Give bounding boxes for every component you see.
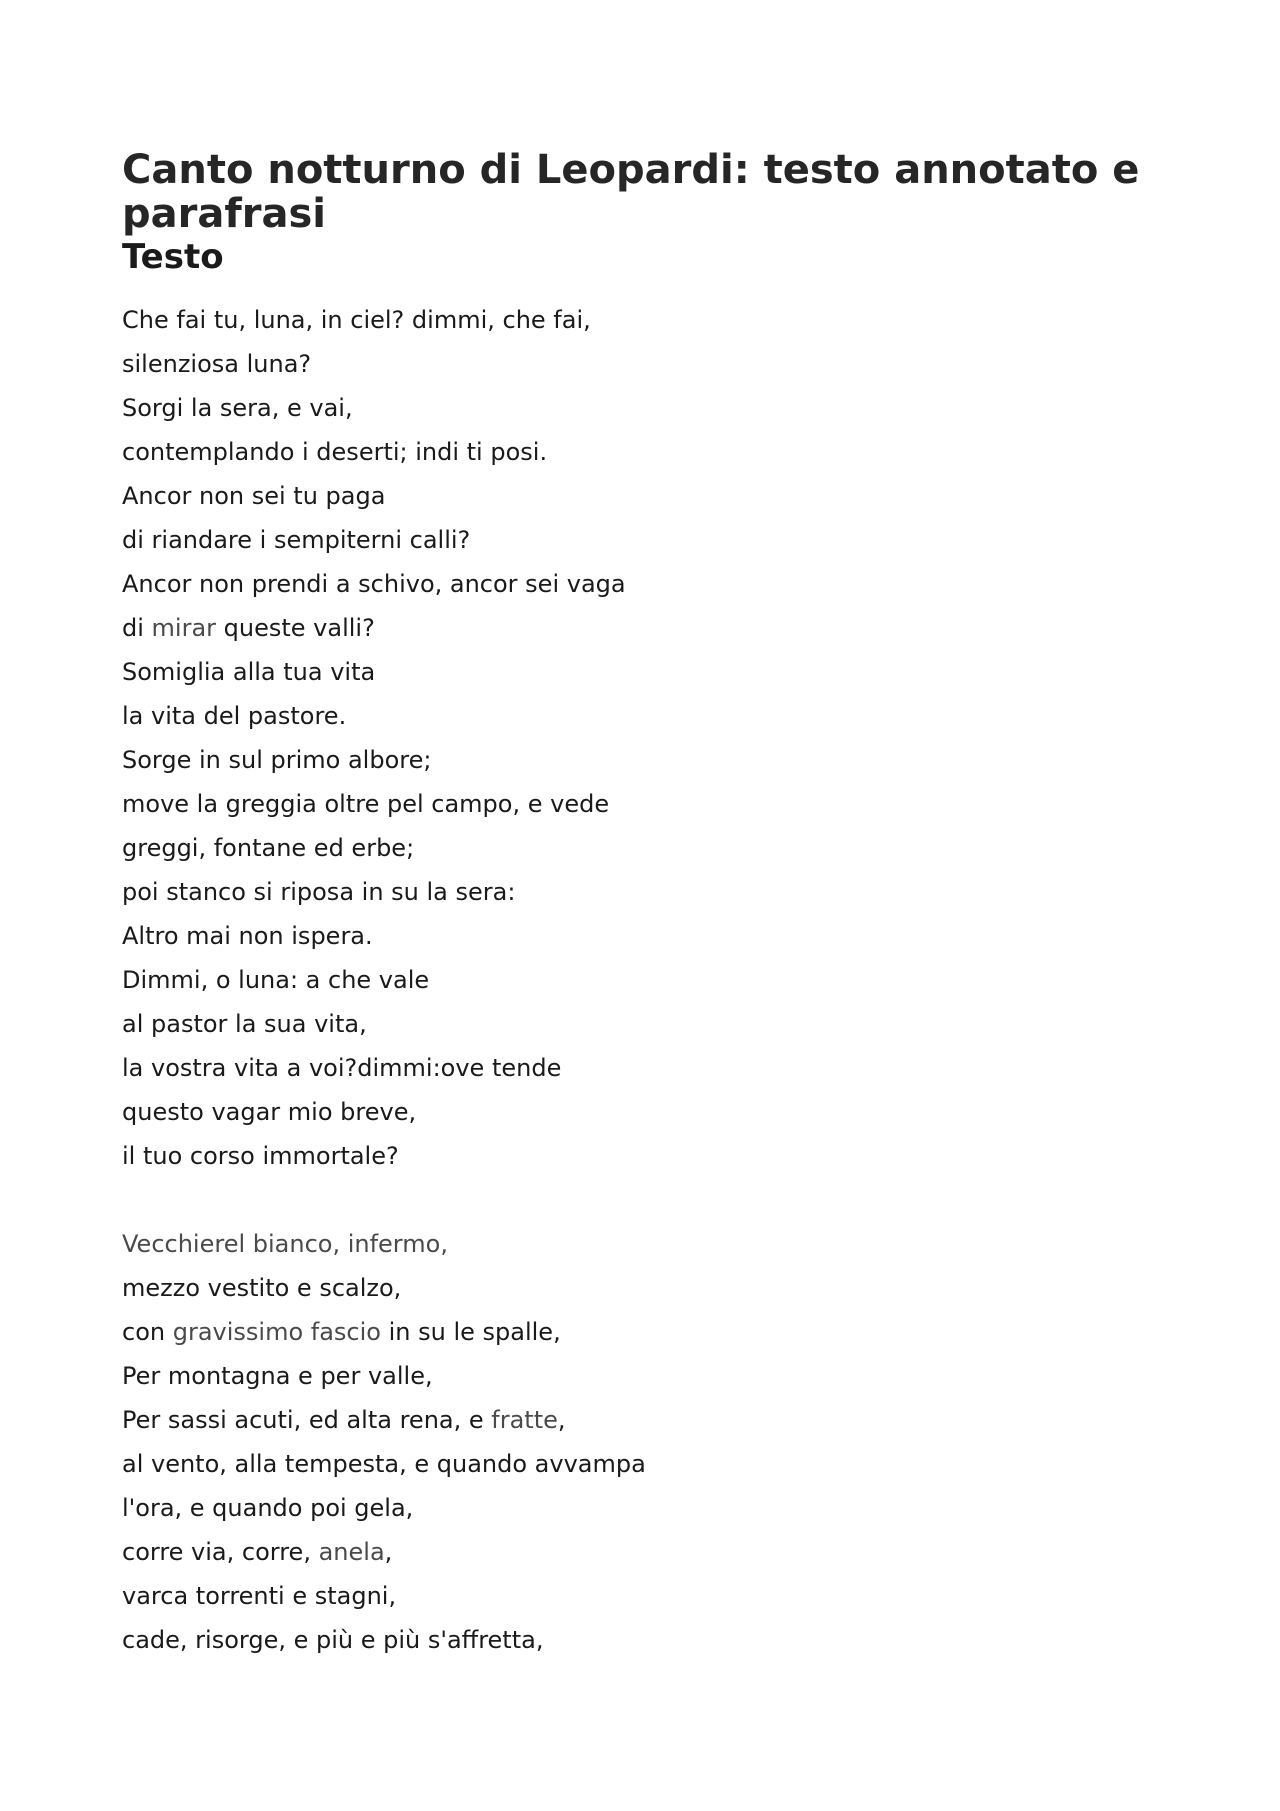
verse-line: Che fai tu, luna, in ciel? dimmi, che fai, (122, 306, 591, 334)
verse-line: Altro mai non ispera. (122, 922, 373, 950)
verse-line (122, 1222, 1162, 1266)
stanza-1 (122, 298, 1162, 1178)
verse-line: al vento, alla tempesta, e quando avvampa (122, 1450, 646, 1478)
verse-line: poi stanco si riposa in su la sera: (122, 878, 516, 906)
verse-line: questo vagar mio breve, (122, 1098, 417, 1126)
verse-line: la vita del pastore. (122, 702, 347, 730)
verse-line (122, 606, 1162, 650)
highlighted-word: Vecchierel bianco, infermo, (122, 1230, 448, 1258)
verse-line: Ancor non prendi a schivo, ancor sei vaga (122, 570, 626, 598)
verse-text: in su le spalle, (380, 1318, 561, 1346)
page-title: Canto notturno di Leopardi: testo annotato e parafrasi (122, 147, 1140, 237)
verse-line: Sorgi la sera, e vai, (122, 394, 353, 422)
verse-text: Per sassi acuti, ed alta rena, e (122, 1406, 492, 1434)
verse-line: il tuo corso immortale? (122, 1142, 399, 1170)
highlighted-word: gravissimo fascio (172, 1318, 381, 1346)
verse-line: l'ora, e quando poi gela, (122, 1494, 414, 1522)
stanza-2 (122, 1222, 1162, 1662)
verse-line: di riandare i sempiterni calli? (122, 526, 471, 554)
verse-text: , (557, 1406, 566, 1434)
document-page (122, 148, 1162, 1662)
verse-text: queste valli? (216, 614, 375, 642)
highlighted-word: anela (318, 1538, 385, 1566)
verse-line: Dimmi, o luna: a che vale (122, 966, 430, 994)
verse-text: di (122, 614, 152, 642)
verse-line (122, 1530, 1162, 1574)
verse-line: contemplando i deserti; indi ti posi. (122, 438, 548, 466)
verse-line: cade, risorge, e più e più s'affretta, (122, 1626, 544, 1654)
verse-line: al pastor la sua vita, (122, 1010, 367, 1038)
verse-text: con (122, 1318, 173, 1346)
highlighted-word: mirar (151, 614, 217, 642)
verse-line: silenziosa luna? (122, 350, 312, 378)
verse-line: Sorge in sul primo albore; (122, 746, 432, 774)
section-heading: Testo (122, 237, 224, 277)
verse-text: corre via, corre, (122, 1538, 319, 1566)
verse-line: move la greggia oltre pel campo, e vede (122, 790, 610, 818)
verse-line: Ancor non sei tu paga (122, 482, 386, 510)
highlighted-word: fratte (491, 1406, 558, 1434)
verse-line (122, 1398, 1162, 1442)
verse-text: , (384, 1538, 393, 1566)
verse-line: Per montagna e per valle, (122, 1362, 433, 1390)
verse-line (122, 1310, 1162, 1354)
verse-line: la vostra vita a voi?dimmi:ove tende (122, 1054, 562, 1082)
verse-line: varca torrenti e stagni, (122, 1582, 397, 1610)
verse-line: mezzo vestito e scalzo, (122, 1274, 402, 1302)
verse-line: Somiglia alla tua vita (122, 658, 376, 686)
verse-line: greggi, fontane ed erbe; (122, 834, 415, 862)
